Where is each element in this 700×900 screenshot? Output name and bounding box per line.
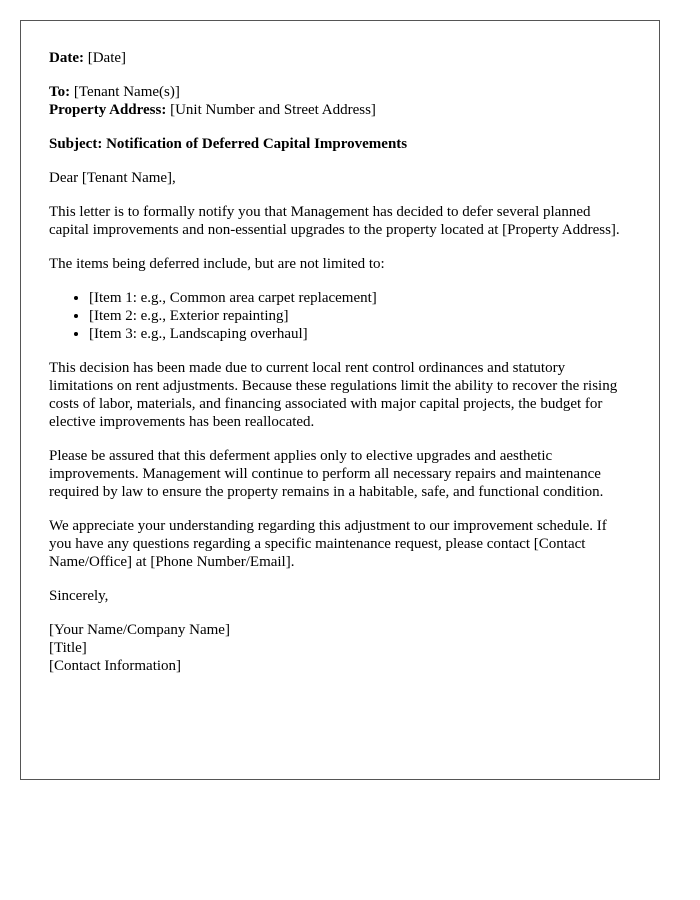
- address-line: [49, 101, 631, 119]
- deferred-items-list: [49, 289, 631, 343]
- address-label: Property Address:: [49, 102, 167, 118]
- reason-paragraph: This decision has been made due to current local rent control ordinances and statutory limitations on rent adjustments. Because these regulations limit the ability to recover the rising costs of labor, materials, and financing associated with major capital projects, the budget for elective improvements has been reallocated.: [49, 360, 618, 430]
- subject-label: Subject:: [49, 136, 103, 152]
- signature-title: [Title]: [49, 640, 87, 656]
- date-value: [Date]: [87, 50, 127, 66]
- subject-line: [49, 135, 631, 153]
- list-item: • [Item 1: e.g., Common area carpet replacement]: [89, 289, 631, 307]
- subject-value: Notification of Deferred Capital Improvements: [106, 136, 408, 152]
- to-line: [49, 83, 631, 101]
- items-intro-paragraph: The items being deferred include, but are not limited to:: [49, 256, 385, 272]
- address-value: [Unit Number and Street Address]: [170, 102, 376, 118]
- list-item: • [Item 2: e.g., Exterior repainting]: [89, 307, 631, 325]
- assurance-paragraph: Please be assured that this deferment applies only to elective upgrades and aesthetic improvements. Management will continue to perform all necessary repairs and maintenance required by law to ensure the property remains in a habitable, safe, and functional condition.: [49, 448, 604, 500]
- list-item: • [Item 3: e.g., Landscaping overhaul]: [89, 325, 631, 343]
- to-label: To:: [49, 84, 71, 100]
- intro-paragraph: This letter is to formally notify you that Management has decided to defer several planned capital improvements and non-essential upgrades to the property located at [Property Address].: [49, 204, 620, 238]
- closing-paragraph: We appreciate your understanding regarding this adjustment to our improvement schedule. If you have any questions regarding a specific maintenance request, please contact [Contact Name/Office] at [Phone Number/Email].: [49, 518, 607, 570]
- signature-contact: [Contact Information]: [49, 658, 182, 674]
- to-value: [Tenant Name(s)]: [73, 84, 180, 100]
- date-line: [49, 49, 631, 67]
- signature-name: [Your Name/Company Name]: [49, 622, 230, 638]
- date-label: Date:: [49, 50, 84, 66]
- salutation: Dear [Tenant Name],: [49, 170, 176, 186]
- letter-document: [20, 20, 660, 780]
- signoff: Sincerely,: [49, 588, 109, 604]
